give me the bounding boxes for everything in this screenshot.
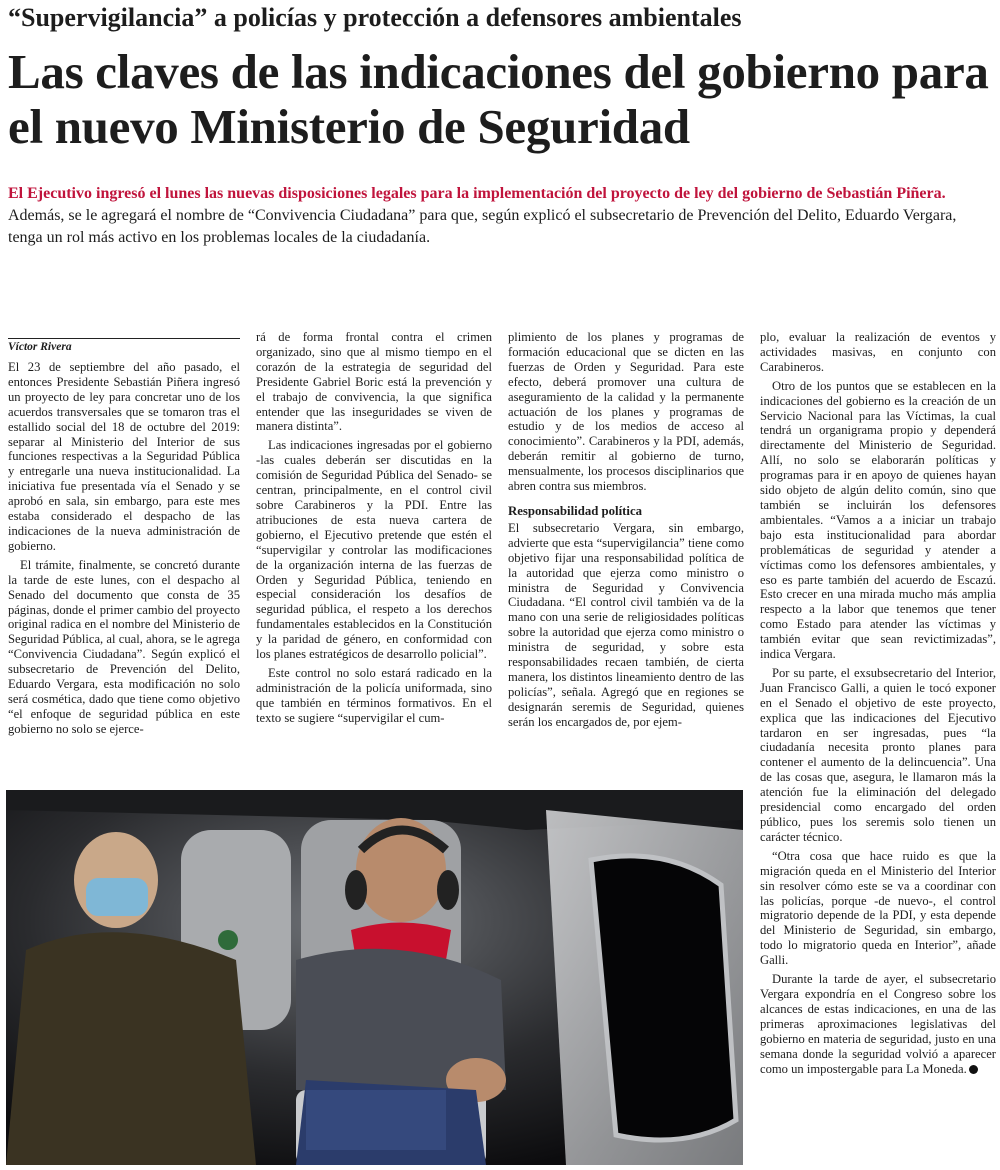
subheading: Responsabilidad política [508,503,643,518]
helicopter-interior-photo [6,790,743,1165]
paragraph: El trámite, finalmente, se concretó durante la tarde de este lunes, con el despacho al Senado del documento que consta de 35 páginas, donde el primer cambio del proyecto original radica en el nombre del Ministerio de Seguridad Pública, al cual, ahora, se le agrega “Convivencia Ciudadana”. Según explicó el subsecretario de Prevención del Delito, Eduardo Vergara, esta modificación no solo será cosmética, dado que tiene como objetivo “el enfoque de seguridad pública en este gobierno no solo se ejerce- [8,557,240,736]
lead-rest: Además, se le agregará el nombre de “Convivencia Ciudadana” para que, según explicó el subsecretario de Prevención del Delito, Eduardo Vergara, tenga un rol más activo en los problemas locales de la ciudadanía. [8,207,957,246]
paragraph: Otro de los puntos que se establecen en la indicaciones del gobierno es la creación de un Servicio Nacional para las Víctimas, la cual tendrá un organigrama propio y dependerá directamente del Ministerio de Seguridad. Allí, no solo se elaborarán políticas y programas para ir en apoyo de quienes hayan sido objeto de algún delito común, sino que también se incluirán los defensores ambientales. “Vamos a a iniciar un trabajo bajo esta institucionalidad para abordar problemáticas de seguridad y atender a víctimas como los defensores ambientales, y eso es parte también del acuerdo de Escazú. Esto crecer en una mirada mucho más amplia respecto a la labor que tenemos que tener como Estado para atender las víctimas y también evitar que sean revictimizadas”, indica Vergara. [760,378,996,662]
paragraph: plimiento de los planes y programas de formación educacional que se dicten en las fuerzas de Orden y Seguridad. Para este efecto, deberá promover una cultura de aseguramiento de la calidad y la permanente actuación de los planes y programas de estudio y de los medios de acceso al conocimiento”. Carabineros y la PDI, además, deberán remitir al gobierno de turno, mensualmente, los procesos disciplinarios que abren contra sus miembros. [508,330,744,494]
paragraph: Las indicaciones ingresadas por el gobierno -las cuales deberán ser discutidas en la comisión de Seguridad Pública del Senado- se centran, principalmente, en el control civil sobre Carabineros y la PDI. Entre las atribuciones de esta nueva cartera de gobierno, el Ejecutivo pretende que estén el “supervigilar y controlar las modificaciones de la organización interna de las fuerzas de Orden y Seguridad Pública, teniendo en especial consideración los desafíos de seguridad pública, el respeto a los derechos fundamentales establecidos en la Constitución y la paridad de género, en conformidad con los planes estratégicos de desarrollo policial”. [256,438,492,662]
paragraph: Por su parte, el exsubsecretario del Interior, Juan Francisco Galli, a quien le tocó exponer en el Senado el objetivo de este proyecto, explica que las indicaciones del Ejecutivo tardaron en ser ingresadas, pues “la ciudadanía necesita pronto planes para contener el aumento de la delincuencia”. Una de las cosas que, asegura, le llamaron más la atención fue la eliminación del delegado presidencial como encargado del orden público, pues los seremis solo tienen un carácter técnico. [760,665,996,844]
paragraph-text: Durante la tarde de ayer, el subsecretario Vergara expondría en el Congreso sobre los alcances de estas indicaciones, en una de las primeras aproximaciones legislativas del gobierno en materia de seguridad, justo en una semana donde la seguridad volvió a aparecer como un impostergable para La Moneda. [760,972,996,1076]
paragraph: El 23 de septiembre del año pasado, el entonces Presidente Sebastián Piñera ingresó un proyecto de ley para concretar uno de los acuerdos transversales que se tomaron tras el estallido social del 18 de octubre del 2019: separar al Ministerio del Interior de sus funciones respectivas a la Seguridad Pública y entregarle una nueva institucionalidad. La iniciativa fue presentada vía el Senado y se aprobó en sala, sin embargo, para este mes estaba considerado el despacho de las indicaciones de la nueva administración de gobierno. [8,360,240,553]
lead-paragraph [8,183,993,249]
paragraph [760,972,996,1076]
paragraph: rá de forma frontal contra el crimen organizado, sino que al mismo tiempo en el corazón de la estrategia de seguridad del Presidente Gabriel Boric está la prevención y el trabajo de convivencia, la que significa entender que las inseguridades se viven de manera distinta”. [256,330,492,434]
column-1 [8,360,240,741]
lead-bold: El Ejecutivo ingresó el lunes las nuevas disposiciones legales para la implementación del proyecto de ley del gobierno de Sebastián Piñera. [8,185,946,202]
column-3 [508,330,744,734]
paragraph: Este control no solo estará radicado en la administración de la policía uniformada, sino que también en términos formativos. En el texto se sugiere “supervigilar el cum- [256,665,492,725]
paragraph: El subsecretario Vergara, sin embargo, advierte que esta “supervigilancia” tiene como objetivo fijar una responsabilidad política de la autoridad que ejerza como ministro o ministra de Seguridad y Convivencia Ciudadana. “El control civil también va de la mano con una serie de religiosidades políticas sobre la autoridad que ejerza como ministro o ministra de seguridad, y sobre esta responsabilidades recaen también, de cierta manera, los distintos lineamiento dentro de las policías”, señala. Agregó que en regiones se designarán seremis de Seguridad, quienes serán los encargados de, por ejem- [508,520,744,729]
kicker: “Supervigilancia” a policías y protección a defensores ambientales [8,3,742,32]
byline: Víctor Rivera [8,338,240,353]
paragraph: “Otra cosa que hace ruido es que la migración queda en el Ministerio del Interior sin resolver cómo este se va a coordinar con las policías, porque -de nuevo-, el control migratorio depende de la PDI, y esta depende del Ministerio de Seguridad, sin embargo, todo lo migratorio queda en Interior”, añade Galli. [760,848,996,968]
column-2 [256,330,492,730]
article-photo [6,790,743,1165]
paragraph: plo, evaluar la realización de eventos y actividades masivas, en conjunto con Carabineros. [760,330,996,374]
column-4 [760,330,996,1080]
headline: Las claves de las indicaciones del gobierno para el nuevo Ministerio de Seguridad [8,44,989,154]
end-mark-icon [969,1065,978,1074]
